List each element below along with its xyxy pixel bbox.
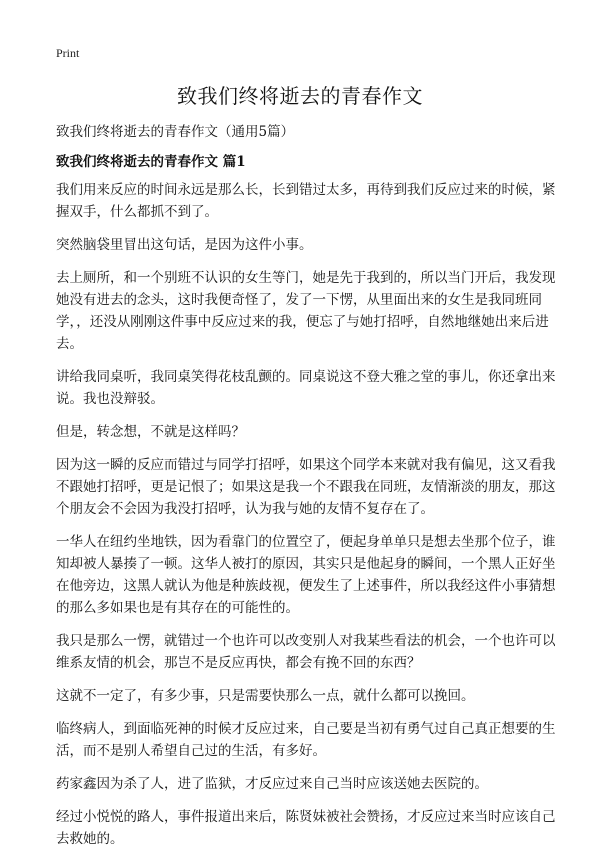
print-link[interactable]: Print bbox=[56, 46, 80, 60]
article-subtitle: 致我们终将逝去的青春作文（通用5篇） bbox=[56, 124, 295, 140]
paragraph: 这就不一定了，有多少事，只是需要快那么一点，就什么都可以挽回。 bbox=[56, 688, 475, 704]
paragraph: 去上厕所，和一个别班不认识的女生等门，她是先于我到的，所以当门开后，我发现她没有进去的念头，这时我便奇怪了，发了一下愣，从里面出来的女生是我同班同学，，还没从刚刚这件事中反应过来的我，便忘了与她打招呼，自然地继她出来后进去。 bbox=[56, 270, 556, 352]
paragraph: 讲给我同桌听，我同桌笑得花枝乱颤的。同桌说这不登大雅之堂的事儿，你还拿出来说。我也没辩驳。 bbox=[56, 369, 556, 407]
section-heading: 致我们终将逝去的青春作文 篇1 bbox=[56, 154, 246, 170]
paragraph: 突然脑袋里冒出这句话，是因为这件小事。 bbox=[56, 237, 313, 253]
page-title: 致我们终将逝去的青春作文 bbox=[177, 84, 423, 108]
paragraph: 我只是那么一愣，就错过一个也许可以改变别人对我某些看法的机会，一个也许可以维系友情的机会，那岂不是反应再快，都会有挽不回的东西？ bbox=[56, 633, 556, 671]
paragraph: 因为这一瞬的反应而错过与同学打招呼，如果这个同学本来就对我有偏见，这又看我不跟她打招呼，更是记恨了；如果这是我一个不跟我在同班，友情渐淡的朋友，那这个朋友会不会因为我没打招呼，认为我与她的友情不复存在了。 bbox=[56, 457, 556, 517]
paragraph: 我们用来反应的时间永远是那么长，长到错过太多，再待到我们反应过来的时候，紧握双手，什么都抓不到了。 bbox=[56, 182, 556, 220]
paragraph: 一华人在纽约坐地铁，因为看靠门的位置空了，便起身单单只是想去坐那个位子，谁知却被人暴揍了一顿。这华人被打的原因，其实只是他起身的瞬间，一个黑人正好坐在他旁边，这黑人就认为他是种族歧视，便发生了上述事件，所以我经这件小事猜想的那么多如果也是有其存在的可能性的。 bbox=[56, 534, 556, 616]
paragraph: 但是，转念想，不就是这样吗？ bbox=[56, 424, 245, 440]
paragraph: 药家鑫因为杀了人，进了监狱，才反应过来自己当时应该送她去医院的。 bbox=[56, 776, 488, 792]
paragraph: 经过小悦悦的路人，事件报道出来后，陈贤妹被社会赞扬，才反应过来当时应该自己去救她的。 bbox=[56, 809, 556, 847]
paragraph: 临终病人，到面临死神的时候才反应过来，自己要是当初有勇气过自己真正想要的生活，而不是别人希望自己过的生活，有多好。 bbox=[56, 721, 556, 759]
article-body bbox=[56, 179, 562, 861]
